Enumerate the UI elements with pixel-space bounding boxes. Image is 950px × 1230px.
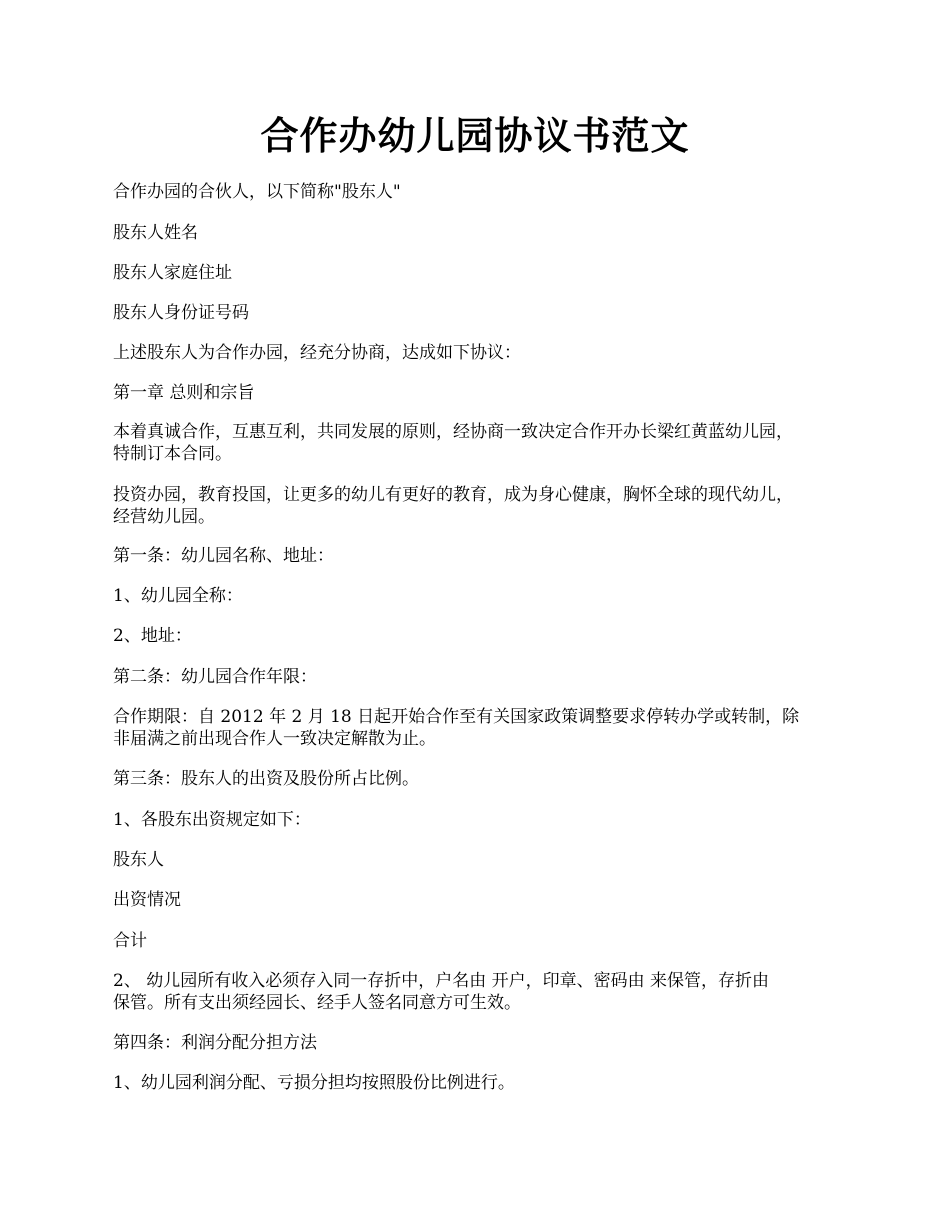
article-4-item-1: 1、幼儿园利润分配、亏损分担均按照股份比例进行。 (113, 1073, 515, 1093)
table-label-total: 合计 (113, 931, 147, 951)
paragraph-shareholder-address: 股东人家庭住址 (113, 263, 232, 283)
article-1-heading: 第一条：幼儿园名称、地址： (113, 546, 334, 566)
paragraph-agreement-intro: 上述股东人为合作办园，经充分协商，达成如下协议： (113, 343, 521, 363)
paragraph-term: 合作期限：自 2012 年 2 月 18 日起开始合作至有关国家政策调整要求停转办学或转制，除 非届满之前出现合作人一致决定解散为止。 (113, 707, 800, 749)
table-label-contribution: 出资情况 (113, 890, 181, 910)
paragraph-principle: 本着真诚合作，互惠互利，共同发展的原则，经协商一致决定合作开办长梁红黄蓝幼儿园， 特制订本合同。 (113, 422, 793, 464)
paragraph-purpose: 投资办园，教育投国，让更多的幼儿有更好的教育，成为身心健康，胸怀全球的现代幼儿， 经营幼儿园。 (113, 485, 793, 527)
paragraph-shareholder-id: 股东人身份证号码 (113, 303, 249, 323)
article-3-heading: 第三条：股东人的出资及股份所占比例。 (113, 769, 419, 789)
article-1-item-1: 1、幼儿园全称： (113, 586, 243, 606)
article-3-item-2: 2、 幼儿园所有收入必须存入同一存折中，户名由 开户，印章、密码由 来保管，存折由 保管。所有支出须经园长、经手人签名同意方可生效。 (113, 971, 770, 1013)
table-label-shareholder: 股东人 (113, 850, 164, 870)
article-3-item-1: 1、各股东出资规定如下： (113, 810, 311, 830)
article-1-item-2: 2、地址： (113, 626, 192, 646)
article-4-heading: 第四条：利润分配分担方法 (113, 1033, 317, 1053)
chapter-1-heading: 第一章 总则和宗旨 (113, 383, 255, 403)
paragraph-shareholder-name: 股东人姓名 (113, 223, 198, 243)
article-2-heading: 第二条：幼儿园合作年限： (113, 667, 317, 687)
document-title: 合作办幼儿园协议书范文 (260, 113, 690, 158)
paragraph-intro: 合作办园的合伙人，以下简称"股东人" (113, 182, 401, 202)
